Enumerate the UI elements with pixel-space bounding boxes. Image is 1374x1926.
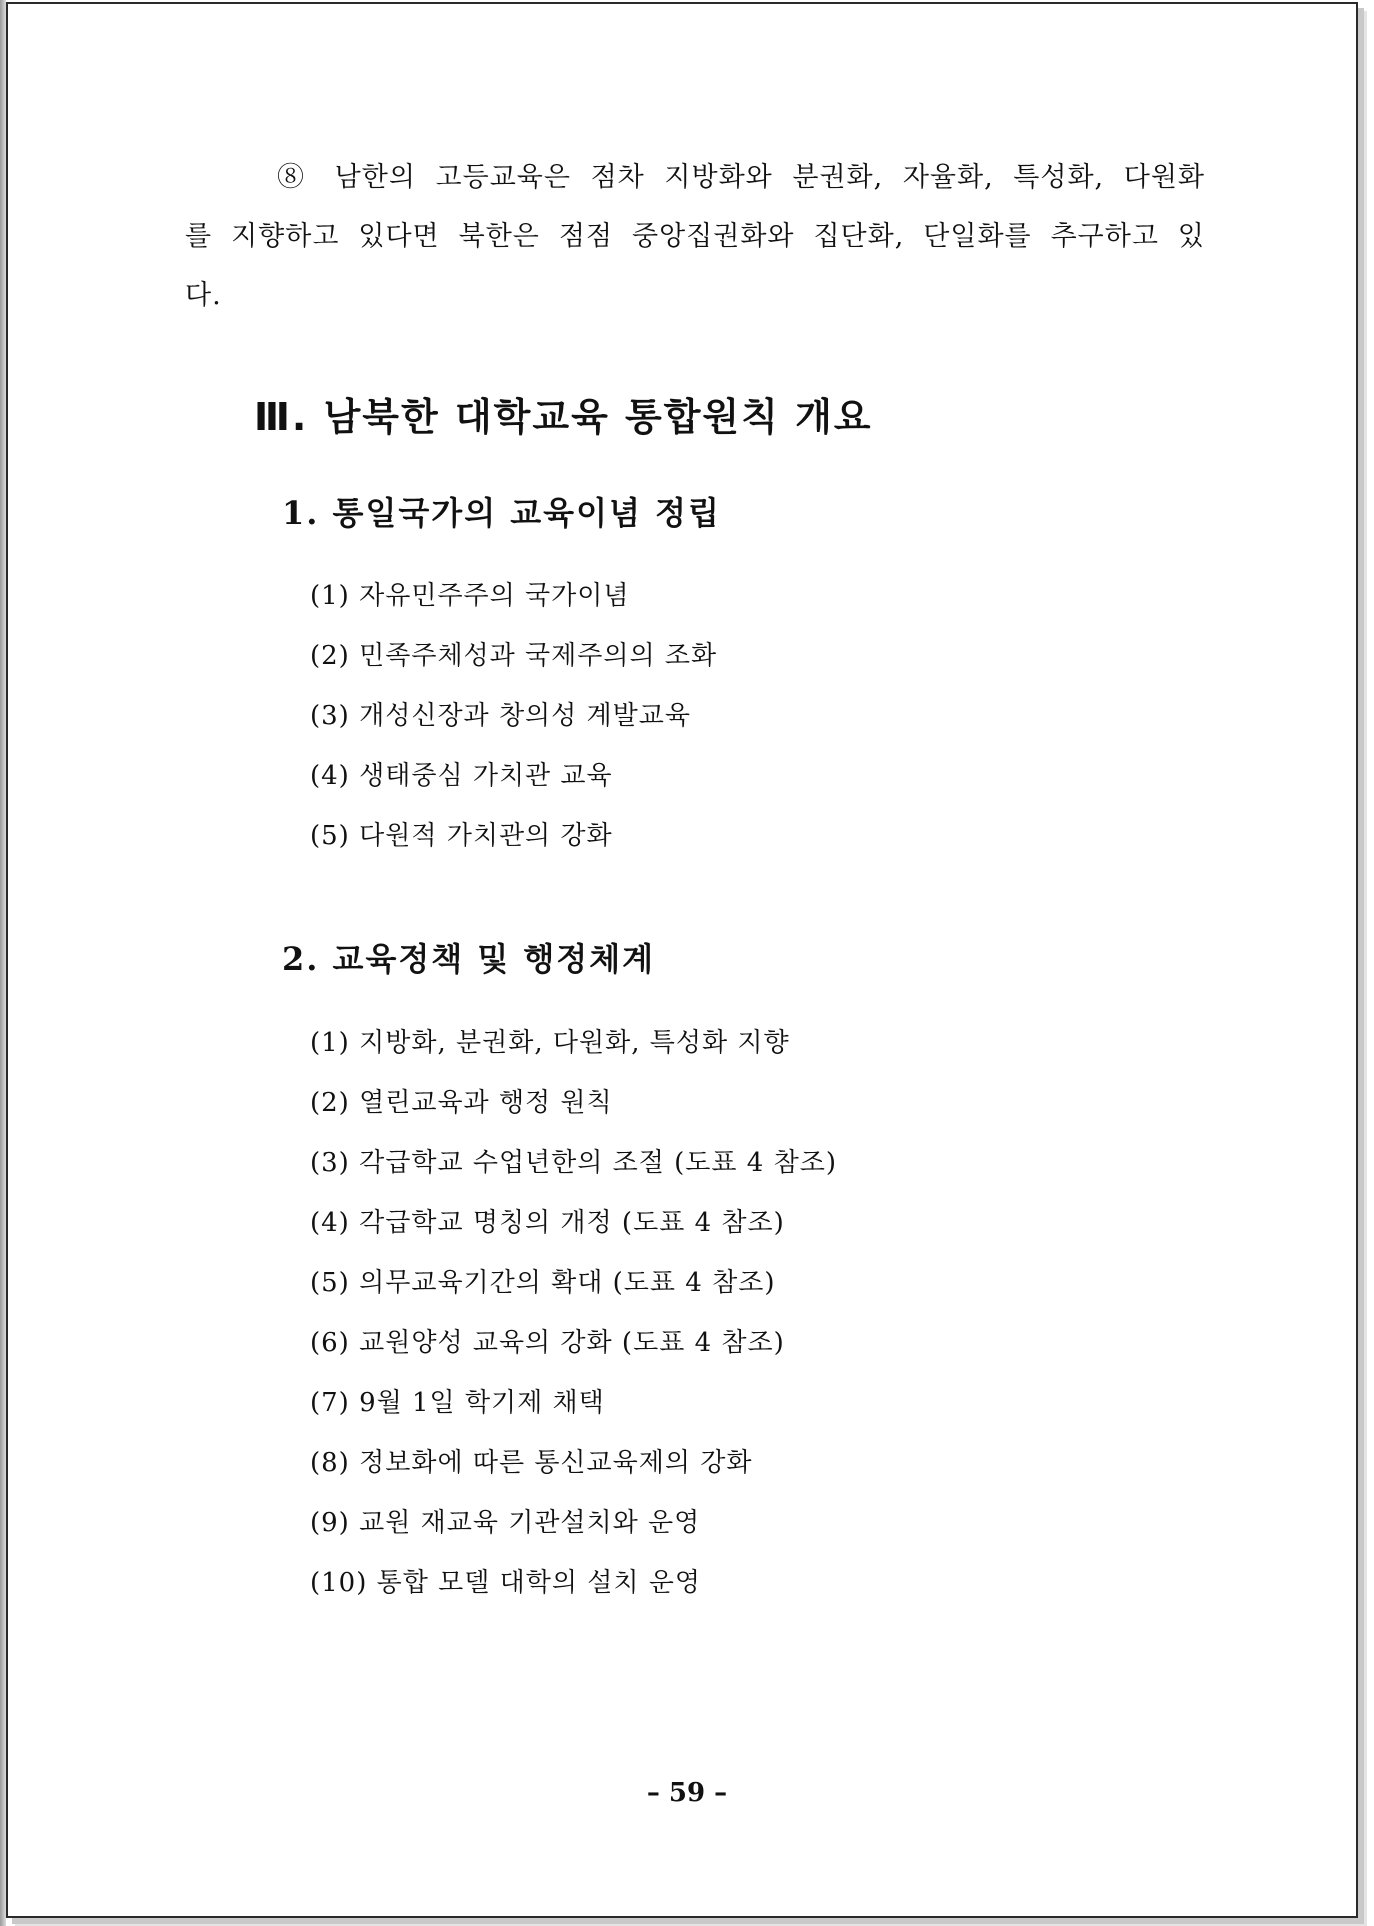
list-item: (1) 자유민주주의 국가이념 (310, 581, 630, 611)
subsection-heading-1: 1. 통일국가의 교육이념 정립 (282, 494, 721, 532)
list-item: (1) 지방화, 분권화, 다원화, 특성화 지향 (310, 1028, 790, 1058)
subsection-heading-2: 2. 교육정책 및 행정체계 (282, 940, 656, 978)
list-item: (4) 생태중심 가치관 교육 (310, 761, 613, 791)
list-item: (9) 교원 재교육 기관설치와 운영 (310, 1508, 701, 1538)
list-item: (6) 교원양성 교육의 강화 (도표 4 참조) (310, 1328, 785, 1358)
subsection-1-list (310, 566, 717, 866)
list-item: (2) 열린교육과 행정 원칙 (310, 1088, 613, 1118)
list-item: (5) 다원적 가치관의 강화 (310, 821, 613, 851)
intro-paragraph (185, 148, 1205, 325)
list-item: (7) 9월 1일 학기제 채택 (310, 1388, 605, 1418)
subsection-2-list (310, 1013, 837, 1613)
list-item: (4) 각급학교 명칭의 개정 (도표 4 참조) (310, 1208, 785, 1238)
list-item: (8) 정보화에 따른 통신교육제의 강화 (310, 1448, 753, 1478)
paragraph-line-1: ⑧ 남한의 고등교육은 점차 지방화와 분권화, 자율화, 특성화, 다원화 (277, 162, 1205, 193)
list-item: (3) 각급학교 수업년한의 조절 (도표 4 참조) (310, 1148, 837, 1178)
paragraph-line-3: 다. (185, 280, 222, 311)
list-item: (10) 통합 모델 대학의 설치 운영 (310, 1568, 701, 1598)
list-item: (3) 개성신장과 창의성 계발교육 (310, 701, 692, 731)
list-item: (2) 민족주체성과 국제주의의 조화 (310, 641, 718, 671)
section-heading: Ⅲ. 남북한 대학교육 통합원칙 개요 (254, 395, 873, 439)
page-number: – 59 – (646, 1778, 728, 1808)
paragraph-line-2: 를 지향하고 있다면 북한은 점점 중앙집권화와 집단화, 단일화를 추구하고 있 (185, 221, 1205, 252)
list-item: (5) 의무교육기간의 확대 (도표 4 참조) (310, 1268, 776, 1298)
